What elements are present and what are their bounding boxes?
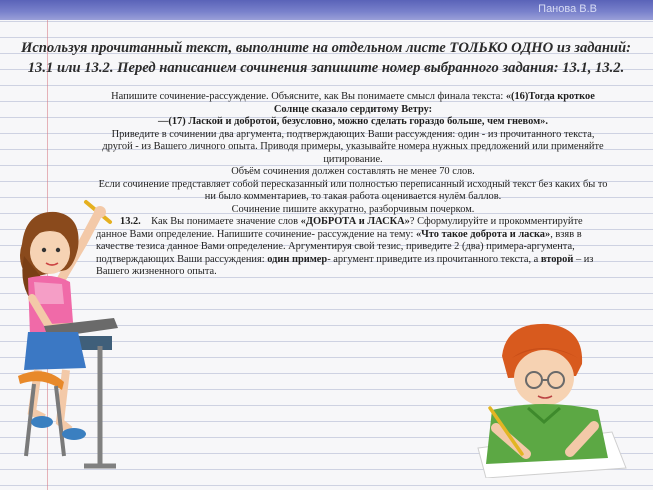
task-1-volume: Объём сочинения должен составлять не менее 70 слов. (231, 166, 475, 177)
task-1-neat: Сочинение пишите аккуратно, разборчивым почерком. (231, 203, 475, 215)
author-label: Панова В.В (538, 3, 597, 15)
task-1-arguments: Приведите в сочинении два аргумента, подтверждающих Ваши рассуждения: один - из прочитанного текста, другой - из Вашего личного опыта. Приводя примеры, указывайте номера нужных предложений или применяйте цитирование. (102, 128, 604, 165)
task-2-number: 13.2. (120, 216, 141, 227)
task-1-rule: Если сочинение представляет собой пересказанный или полностью переписанный исходный текст без каких бы то ни было комментариев, то такая работа оценивается нулём баллов. (98, 178, 608, 202)
task-heading: Используя прочитанный текст, выполните на отдельном листе ТОЛЬКО ОДНО из заданий: 13.1 или 13.2. Перед написанием сочинения запишите номер выбранного задания: 13.1, 13.2. (20, 40, 632, 76)
task-2-text: 13.2. Как Вы понимаете значение слов «ДОБРОТА и ЛАСКА»? Сформулируйте и прокомментируйте данное Вами определение. Напишите сочинение- рассуждение на тему: «Что такое доброта и ласка», взяв в качестве тезиса данное Вами определение. Аргументируя свой тезис, приведите 2 (два) примера-аргумента, подтверждающих Ваши рассуждения: один пример- аргумент приведите из прочитанного текста, а второй – из Вашего жизненного опыта. (96, 216, 594, 277)
task-1-intro: Напишите сочинение-рассуждение. Объясните, как Вы понимаете смысл финала текста: «(16)Тогда кроткое Солнце сказало сердитому Ветру: (111, 91, 595, 115)
quote-line-2: —(17) Лаской и добротой, безусловно, можно сделать гораздо больше, чем гневом». (158, 116, 548, 127)
girl-student-illustration (4, 186, 144, 476)
quote-line-1: «(16)Тогда кроткое Солнце сказало сердитому Ветру: (273, 91, 595, 115)
task-body (96, 91, 610, 279)
boy-student-illustration (462, 318, 632, 478)
